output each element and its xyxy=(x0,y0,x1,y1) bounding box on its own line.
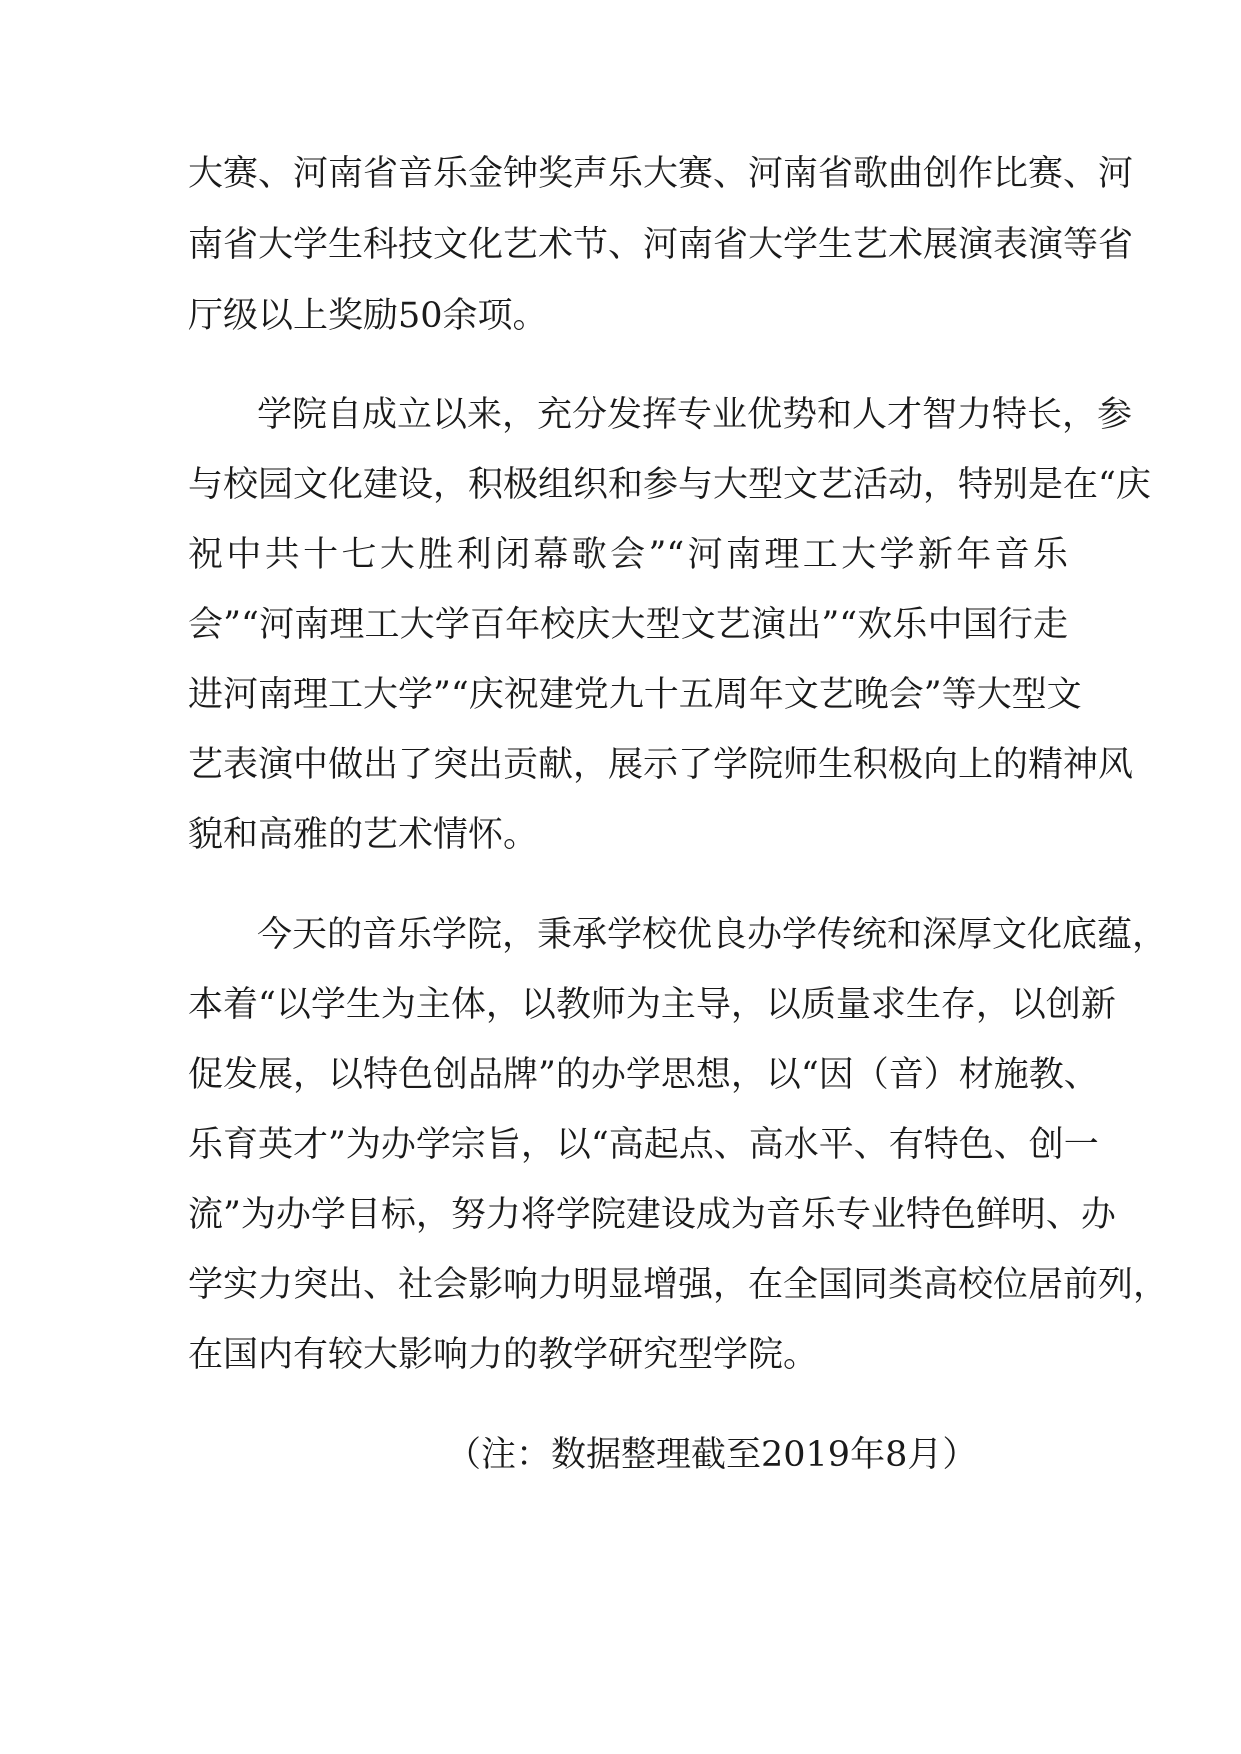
paragraph-2-line-2: 与校园文化建设，积极组织和参与大型文艺活动，特别是在“庆 xyxy=(188,465,1151,505)
paragraph-2-line-3: 祝中共十七大胜利闭幕歌会”“河南理工大学新年音乐 xyxy=(188,535,1068,575)
paragraph-1-line-2: 南省大学生科技文化艺术节、河南省大学生艺术展演表演等省 xyxy=(188,225,1134,265)
paragraph-3-line-2: 本着“以学生为主体，以教师为主导，以质量求生存，以创新 xyxy=(188,985,1116,1025)
paragraph-3-line-1: 今天的音乐学院，秉承学校优良办学传统和深厚文化底蕴， xyxy=(257,915,1168,955)
paragraph-2-line-7: 貌和高雅的艺术情怀。 xyxy=(188,815,539,855)
paragraph-1-line-1: 大赛、河南省音乐金钟奖声乐大赛、河南省歌曲创作比赛、河 xyxy=(188,154,1134,194)
data-cutoff-note: （注：数据整理截至2019年8月） xyxy=(446,1435,978,1475)
paragraph-3-line-6: 学实力突出、社会影响力明显增强，在全国同类高校位居前列， xyxy=(188,1265,1169,1305)
paragraph-1-line-3: 厅级以上奖励50余项。 xyxy=(188,296,548,336)
paragraph-3-line-4: 乐育英才”为办学宗旨，以“高起点、高水平、有特色、创一 xyxy=(188,1125,1099,1165)
paragraph-3-line-3: 促发展，以特色创品牌”的办学思想，以“因（音）材施教、 xyxy=(188,1055,1099,1095)
paragraph-2-line-6: 艺表演中做出了突出贡献，展示了学院师生积极向上的精神风 xyxy=(188,745,1134,785)
paragraph-2-line-5: 进河南理工大学”“庆祝建党九十五周年文艺晚会”等大型文 xyxy=(188,675,1082,715)
paragraph-2-line-4: 会”“河南理工大学百年校庆大型文艺演出”“欢乐中国行走 xyxy=(188,605,1068,645)
paragraph-2-line-1: 学院自成立以来，充分发挥专业优势和人才智力特长，参 xyxy=(257,395,1133,435)
paragraph-3-line-7: 在国内有较大影响力的教学研究型学院。 xyxy=(188,1335,819,1375)
paragraph-3-line-5: 流”为办学目标，努力将学院建设成为音乐专业特色鲜明、办 xyxy=(188,1195,1116,1235)
